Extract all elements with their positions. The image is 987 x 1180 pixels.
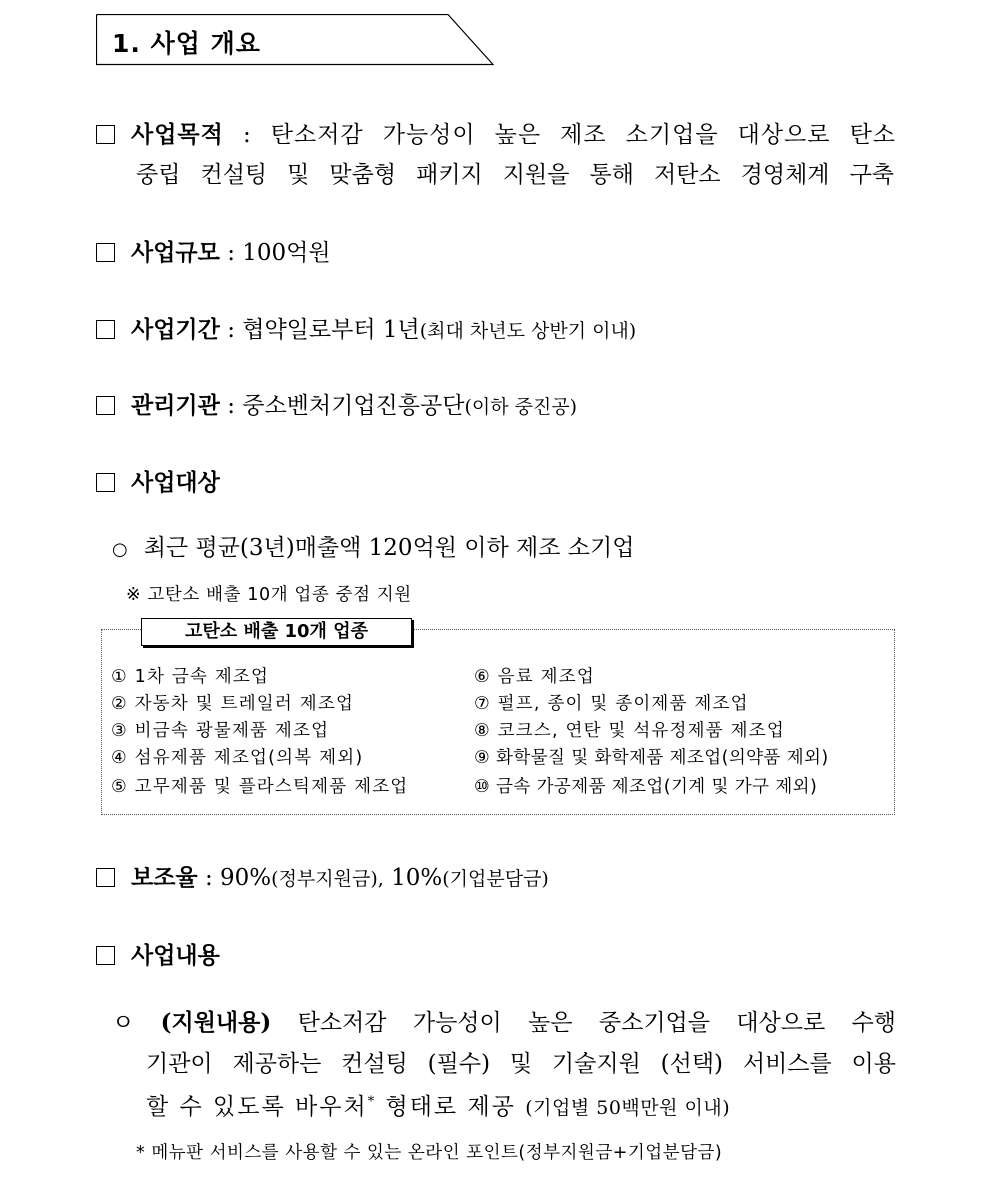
- sector-box-title: 고탄소 배출 10개 업종: [141, 618, 412, 646]
- section-title-box: [96, 14, 494, 66]
- content-footnote: * 메뉴판 서비스를 사용할 수 있는 온라인 포인트(정부지원금+기업분담금): [136, 1143, 723, 1163]
- bullet-icon: ㅇ: [112, 1010, 135, 1036]
- content-line1-row: [112, 1004, 896, 1037]
- agency-separator: :: [227, 393, 235, 419]
- purpose-line2: 중립 컨설팅 및 맞춤형 패키지 지원을 통해 저탄소 경영체계 구축: [136, 162, 894, 188]
- target-label: 사업대상: [131, 469, 220, 496]
- purpose-line2-row: [136, 156, 894, 189]
- subsidy-row: [96, 859, 549, 892]
- period-separator: :: [227, 317, 235, 343]
- agency-note: (이하 중진공): [464, 396, 578, 418]
- agency-value: 중소벤처기업진흥공단: [242, 393, 465, 419]
- target-row: [96, 464, 220, 497]
- checkbox-icon: [96, 125, 115, 144]
- bullet-icon: ○: [112, 539, 128, 560]
- content-line3b: 형태로 제공: [376, 1094, 526, 1120]
- subsidy-label: 보조율: [131, 864, 198, 891]
- sector-item: ⑨ 화학물질 및 화학제품 제조업(의약품 제외): [474, 748, 829, 768]
- agency-row: [96, 387, 577, 420]
- subsidy-company-rate: 10%: [391, 865, 443, 891]
- sector-item: ⑩ 금속 가공제품 제조업(기계 및 가구 제외): [474, 777, 818, 797]
- sector-item: ③ 비금속 광물제품 제조업: [111, 721, 330, 741]
- content-line1: 탄소저감 가능성이 높은 중소기업을 대상으로 수행: [297, 1010, 897, 1036]
- checkbox-icon: [96, 473, 115, 492]
- content-line3a: 할 수 있도록 바우처: [146, 1094, 368, 1120]
- sector-item: ⑧ 코크스, 연탄 및 석유정제품 제조업: [474, 721, 785, 741]
- sector-item: ⑥ 음료 제조업: [474, 667, 595, 687]
- sector-item: ① 1차 금속 제조업: [111, 667, 270, 687]
- scale-value: 100억원: [242, 240, 331, 266]
- checkbox-icon: [96, 396, 115, 415]
- purpose-block: [96, 116, 896, 149]
- target-item: 최근 평균(3년)매출액 120억원 이하 제조 소기업: [143, 535, 635, 561]
- subsidy-gov-rate: 90%: [220, 865, 272, 891]
- period-label: 사업기간: [131, 316, 220, 343]
- target-item-row: [112, 529, 634, 562]
- sector-item: ⑤ 고무제품 및 플라스틱제품 제조업: [111, 777, 409, 797]
- purpose-line1: 탄소저감 가능성이 높은 제조 소기업을 대상으로 탄소: [270, 122, 897, 148]
- sector-item: ④ 섬유제품 제조업(의복 제외): [111, 748, 364, 768]
- content-head: (지원내용): [160, 1009, 272, 1036]
- subsidy-company-note: (기업분담금): [442, 868, 549, 890]
- scale-row: [96, 234, 331, 267]
- period-note: (최대 차년도 상반기 이내): [419, 320, 637, 342]
- checkbox-icon: [96, 243, 115, 262]
- content-line3c: (기업별 50백만원 이내): [525, 1097, 731, 1119]
- checkbox-icon: [96, 946, 115, 965]
- sector-item: ② 자동차 및 트레일러 제조업: [111, 694, 355, 714]
- content-row: [96, 937, 220, 970]
- content-label: 사업내용: [131, 942, 220, 969]
- scale-separator: :: [227, 240, 235, 266]
- section-title: 1. 사업 개요: [112, 29, 261, 58]
- agency-label: 관리기관: [131, 392, 220, 419]
- subsidy-gov-note: (정부지원금),: [271, 868, 384, 890]
- purpose-separator: :: [242, 122, 252, 148]
- content-line3-sup: *: [367, 1094, 377, 1110]
- checkbox-icon: [96, 320, 115, 339]
- period-value: 협약일로부터 1년: [242, 317, 420, 343]
- content-line2-row: [146, 1045, 896, 1078]
- content-line2: 기관이 제공하는 컨설팅 (필수) 및 기술지원 (선택) 서비스를 이용: [146, 1051, 896, 1077]
- scale-label: 사업규모: [131, 239, 220, 266]
- subsidy-separator: :: [204, 865, 213, 891]
- checkbox-icon: [96, 868, 115, 887]
- sector-item: ⑦ 펄프, 종이 및 종이제품 제조업: [474, 694, 749, 714]
- content-line3-row: [146, 1088, 730, 1121]
- period-row: [96, 311, 636, 344]
- purpose-label: 사업목적: [131, 121, 224, 148]
- target-note: ※ 고탄소 배출 10개 업종 중점 지원: [126, 585, 412, 605]
